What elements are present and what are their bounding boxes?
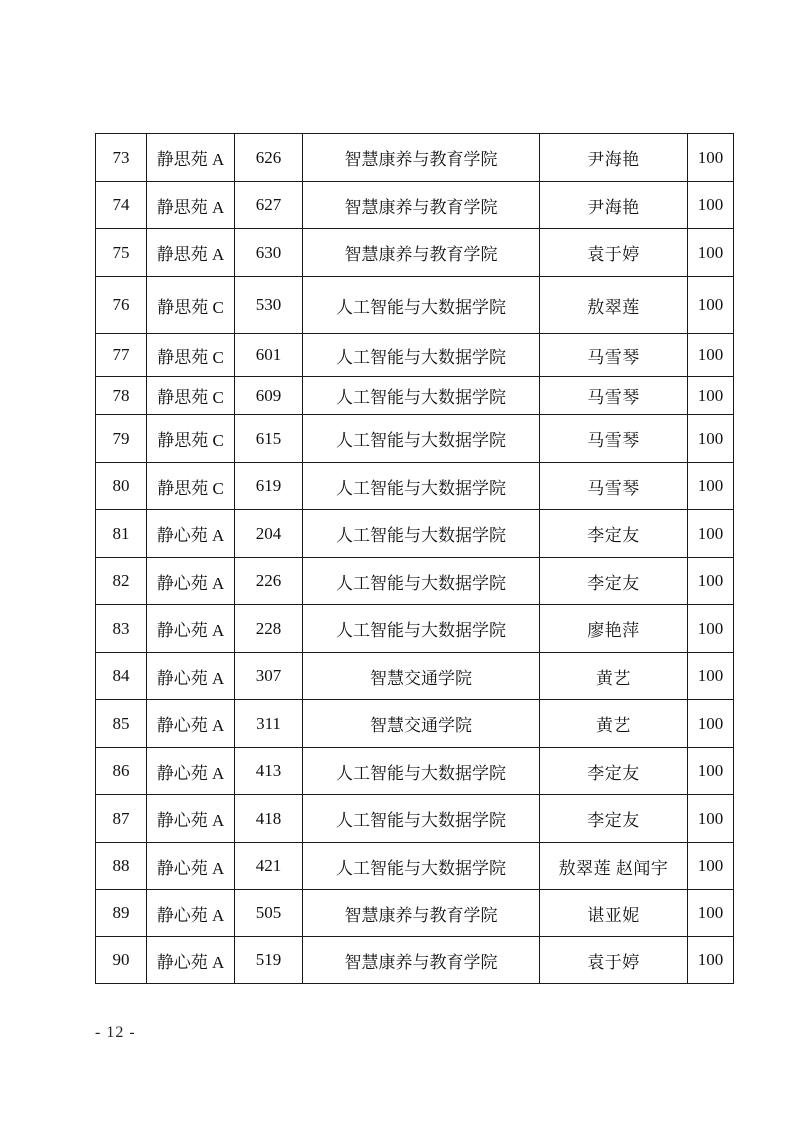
building-cell: 静思苑 C xyxy=(147,377,235,415)
building-cell: 静心苑 A xyxy=(147,510,235,558)
page-number: - 12 - xyxy=(95,1024,136,1041)
row-number-cell: 84 xyxy=(96,653,147,700)
table-row xyxy=(96,277,734,334)
person-in-charge-cell: 黄艺 xyxy=(540,653,688,700)
score-cell: 100 xyxy=(688,653,734,700)
table-row xyxy=(96,134,734,182)
row-number-cell: 74 xyxy=(96,182,147,229)
score-cell: 100 xyxy=(688,843,734,890)
row-number-cell: 89 xyxy=(96,890,147,937)
room-number-cell: 413 xyxy=(235,748,303,795)
room-number-cell: 626 xyxy=(235,134,303,182)
person-in-charge-cell: 马雪琴 xyxy=(540,415,688,463)
room-number-cell: 421 xyxy=(235,843,303,890)
row-number-cell: 78 xyxy=(96,377,147,415)
person-in-charge-cell: 李定友 xyxy=(540,558,688,605)
score-cell: 100 xyxy=(688,377,734,415)
row-number-cell: 79 xyxy=(96,415,147,463)
building-cell: 静思苑 C xyxy=(147,463,235,510)
score-cell: 100 xyxy=(688,229,734,277)
person-in-charge-cell: 袁于婷 xyxy=(540,229,688,277)
row-number-cell: 83 xyxy=(96,605,147,653)
table-row xyxy=(96,700,734,748)
room-number-cell: 619 xyxy=(235,463,303,510)
score-cell: 100 xyxy=(688,605,734,653)
table-row xyxy=(96,890,734,937)
person-in-charge-cell: 李定友 xyxy=(540,795,688,843)
table-body xyxy=(96,134,734,984)
score-cell: 100 xyxy=(688,558,734,605)
room-number-cell: 530 xyxy=(235,277,303,334)
college-cell: 智慧康养与教育学院 xyxy=(303,134,540,182)
room-number-cell: 615 xyxy=(235,415,303,463)
score-cell: 100 xyxy=(688,510,734,558)
building-cell: 静心苑 A xyxy=(147,653,235,700)
building-cell: 静心苑 A xyxy=(147,605,235,653)
college-cell: 人工智能与大数据学院 xyxy=(303,748,540,795)
row-number-cell: 81 xyxy=(96,510,147,558)
college-cell: 人工智能与大数据学院 xyxy=(303,377,540,415)
table-row xyxy=(96,748,734,795)
row-number-cell: 76 xyxy=(96,277,147,334)
college-cell: 智慧交通学院 xyxy=(303,700,540,748)
person-in-charge-cell: 袁于婷 xyxy=(540,937,688,984)
room-number-cell: 519 xyxy=(235,937,303,984)
table-row xyxy=(96,463,734,510)
building-cell: 静心苑 A xyxy=(147,558,235,605)
row-number-cell: 75 xyxy=(96,229,147,277)
room-number-cell: 609 xyxy=(235,377,303,415)
person-in-charge-cell: 黄艺 xyxy=(540,700,688,748)
table-row xyxy=(96,937,734,984)
row-number-cell: 86 xyxy=(96,748,147,795)
person-in-charge-cell: 马雪琴 xyxy=(540,334,688,377)
room-number-cell: 311 xyxy=(235,700,303,748)
college-cell: 人工智能与大数据学院 xyxy=(303,277,540,334)
building-cell: 静心苑 A xyxy=(147,890,235,937)
college-cell: 人工智能与大数据学院 xyxy=(303,415,540,463)
score-cell: 100 xyxy=(688,748,734,795)
table-row xyxy=(96,510,734,558)
building-cell: 静思苑 C xyxy=(147,415,235,463)
room-number-cell: 418 xyxy=(235,795,303,843)
person-in-charge-cell: 李定友 xyxy=(540,748,688,795)
college-cell: 智慧交通学院 xyxy=(303,653,540,700)
row-number-cell: 73 xyxy=(96,134,147,182)
building-cell: 静思苑 A xyxy=(147,229,235,277)
score-cell: 100 xyxy=(688,182,734,229)
building-cell: 静思苑 A xyxy=(147,134,235,182)
person-in-charge-cell: 尹海艳 xyxy=(540,134,688,182)
row-number-cell: 82 xyxy=(96,558,147,605)
person-in-charge-cell: 敖翠莲 xyxy=(540,277,688,334)
table-row xyxy=(96,605,734,653)
table-row xyxy=(96,843,734,890)
table-row xyxy=(96,377,734,415)
row-number-cell: 87 xyxy=(96,795,147,843)
score-cell: 100 xyxy=(688,700,734,748)
row-number-cell: 77 xyxy=(96,334,147,377)
room-number-cell: 630 xyxy=(235,229,303,277)
person-in-charge-cell: 马雪琴 xyxy=(540,377,688,415)
dormitory-inspection-table xyxy=(95,133,734,984)
building-cell: 静思苑 A xyxy=(147,182,235,229)
room-number-cell: 627 xyxy=(235,182,303,229)
score-cell: 100 xyxy=(688,134,734,182)
college-cell: 人工智能与大数据学院 xyxy=(303,843,540,890)
person-in-charge-cell: 廖艳萍 xyxy=(540,605,688,653)
room-number-cell: 226 xyxy=(235,558,303,605)
table-row xyxy=(96,229,734,277)
table-row xyxy=(96,795,734,843)
score-cell: 100 xyxy=(688,890,734,937)
person-in-charge-cell: 尹海艳 xyxy=(540,182,688,229)
person-in-charge-cell: 敖翠莲 赵闻宇 xyxy=(540,843,688,890)
room-number-cell: 307 xyxy=(235,653,303,700)
college-cell: 人工智能与大数据学院 xyxy=(303,605,540,653)
building-cell: 静心苑 A xyxy=(147,795,235,843)
score-cell: 100 xyxy=(688,795,734,843)
person-in-charge-cell: 马雪琴 xyxy=(540,463,688,510)
college-cell: 人工智能与大数据学院 xyxy=(303,334,540,377)
college-cell: 智慧康养与教育学院 xyxy=(303,937,540,984)
building-cell: 静心苑 A xyxy=(147,700,235,748)
college-cell: 人工智能与大数据学院 xyxy=(303,463,540,510)
row-number-cell: 88 xyxy=(96,843,147,890)
room-number-cell: 505 xyxy=(235,890,303,937)
building-cell: 静心苑 A xyxy=(147,843,235,890)
college-cell: 智慧康养与教育学院 xyxy=(303,182,540,229)
score-cell: 100 xyxy=(688,463,734,510)
college-cell: 人工智能与大数据学院 xyxy=(303,558,540,605)
college-cell: 人工智能与大数据学院 xyxy=(303,510,540,558)
table-row xyxy=(96,334,734,377)
score-cell: 100 xyxy=(688,937,734,984)
room-number-cell: 601 xyxy=(235,334,303,377)
room-number-cell: 204 xyxy=(235,510,303,558)
row-number-cell: 85 xyxy=(96,700,147,748)
person-in-charge-cell: 李定友 xyxy=(540,510,688,558)
college-cell: 智慧康养与教育学院 xyxy=(303,229,540,277)
college-cell: 人工智能与大数据学院 xyxy=(303,795,540,843)
score-cell: 100 xyxy=(688,415,734,463)
building-cell: 静心苑 A xyxy=(147,937,235,984)
room-number-cell: 228 xyxy=(235,605,303,653)
score-cell: 100 xyxy=(688,334,734,377)
table-row xyxy=(96,558,734,605)
row-number-cell: 80 xyxy=(96,463,147,510)
person-in-charge-cell: 谌亚妮 xyxy=(540,890,688,937)
table-row xyxy=(96,653,734,700)
building-cell: 静心苑 A xyxy=(147,748,235,795)
row-number-cell: 90 xyxy=(96,937,147,984)
building-cell: 静思苑 C xyxy=(147,277,235,334)
score-cell: 100 xyxy=(688,277,734,334)
college-cell: 智慧康养与教育学院 xyxy=(303,890,540,937)
table-row xyxy=(96,415,734,463)
building-cell: 静思苑 C xyxy=(147,334,235,377)
table-row xyxy=(96,182,734,229)
